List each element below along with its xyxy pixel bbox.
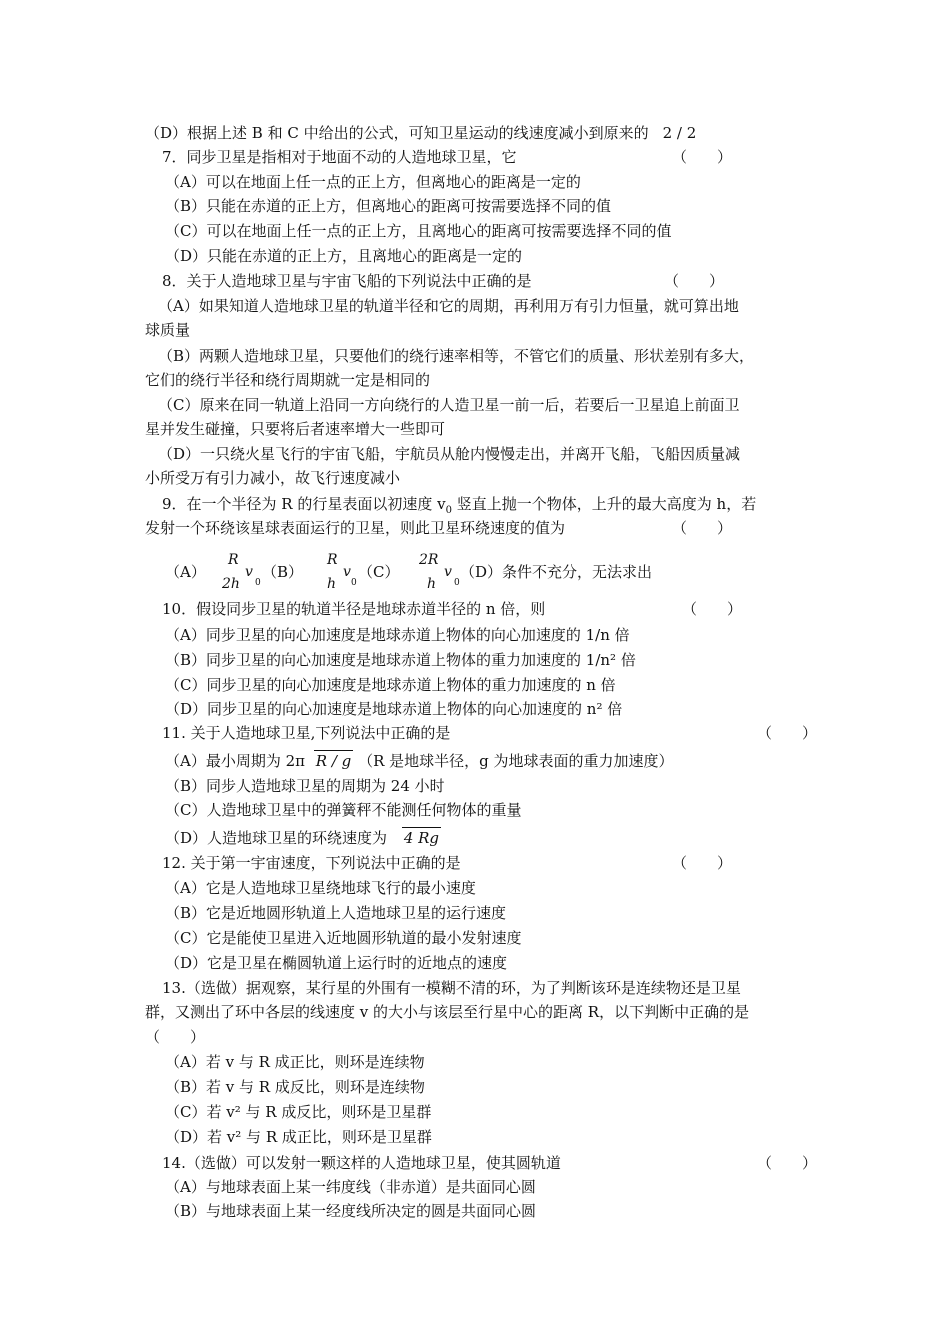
- q8-option-b-line1: （B）两颗人造地球卫星，只要他们的绕行速率相等，不管它们的质量、形状差别有多大，: [158, 347, 755, 365]
- q11-option-d: [165, 827, 441, 848]
- answer-bracket-12: （ ）: [672, 854, 733, 872]
- q13-option-b: （B）若 v 与 R 成反比，则环是连续物: [165, 1078, 425, 1096]
- q9-option-a-numerator: R: [228, 552, 239, 568]
- q7-option-a: （A）可以在地面上任一点的正上方，但离地心的距离是一定的: [165, 173, 581, 191]
- q9-option-c-denominator: h: [427, 576, 437, 592]
- question-7: 7．同步卫星是指相对于地面不动的人造地球卫星，它: [162, 148, 517, 166]
- q14-option-b: （B）与地球表面上某一经度线所决定的圆是共面同心圆: [165, 1202, 537, 1220]
- q7-option-d: （D）只能在赤道的正上方，且离地心的距离是一定的: [165, 247, 523, 265]
- q9-line1-part1: 9．在一个半径为 R 的行星表面以初速度 v: [162, 495, 446, 513]
- q11-option-a-sqrt: R / g: [315, 752, 352, 770]
- q11-option-a-part2: （R 是地球半径，g 为地球表面的重力加速度）: [358, 752, 674, 770]
- q9-option-b-numerator: R: [327, 552, 338, 568]
- question-9-line1: [162, 494, 756, 521]
- q11-option-c: （C）人造地球卫星中的弹簧秤不能测任何物体的重量: [165, 801, 522, 819]
- question-9-line2: 发射一个环绕该星球表面运行的卫星，则此卫星环绕速度的值为: [145, 519, 566, 537]
- answer-bracket-14: （ ）: [757, 1154, 818, 1172]
- answer-bracket-9: （ ）: [672, 519, 733, 537]
- q6-option-d-text: （D）根据上述 B 和 C 中给出的公式，可知卫星运动的线速度减小到原来的: [145, 124, 649, 142]
- q6-option-d-formula: 2 / 2: [662, 124, 697, 142]
- q9-option-b-label: （B）: [262, 563, 304, 581]
- q9-option-b-v0: 0: [351, 578, 357, 588]
- q12-option-d: （D）它是卫星在椭圆轨道上运行时的近地点的速度: [165, 954, 508, 972]
- q9-option-a-denominator: 2h: [222, 576, 240, 592]
- q9-option-c-numerator: 2R: [419, 552, 439, 568]
- q13-option-d: （D）若 v² 与 R 成正比，则环是卫星群: [165, 1128, 432, 1146]
- q9-option-b-denominator: h: [327, 576, 337, 592]
- q9-option-c-v: v: [444, 564, 452, 580]
- q8-option-c-line1: （C）原来在同一轨道上沿同一方向绕行的人造卫星一前一后，若要后一卫星追上前面卫: [158, 396, 740, 414]
- q10-option-d: （D）同步卫星的向心加速度是地球赤道上物体的向心加速度的 n² 倍: [165, 700, 623, 718]
- answer-bracket-13: （ ）: [145, 1028, 206, 1046]
- q9-option-b-v: v: [343, 564, 351, 580]
- q9-option-c-label: （C）: [358, 563, 400, 581]
- q8-option-b-line2: 它们的绕行半径和绕行周期就一定是相同的: [145, 371, 431, 389]
- q9-line1-part2: 竖直上抛一个物体，上升的最大高度为 h，若: [456, 495, 757, 513]
- q9-option-a-v0: 0: [255, 578, 261, 588]
- q10-option-a: （A）同步卫星的向心加速度是地球赤道上物体的向心加速度的 1/n 倍: [165, 626, 630, 644]
- q9-option-a-v: v: [245, 564, 253, 580]
- q7-option-c: （C）可以在地面上任一点的正上方，且离地心的距离可按需要选择不同的值: [165, 222, 672, 240]
- q8-option-d-line1: （D）一只绕火星飞行的宇宙飞船，宇航员从舱内慢慢走出，并离开飞船，飞船因质量减: [158, 445, 741, 463]
- q12-option-b: （B）它是近地圆形轨道上人造地球卫星的运行速度: [165, 904, 507, 922]
- q11-option-d-sqrt: 4 Rg: [403, 829, 440, 847]
- q10-option-c: （C）同步卫星的向心加速度是地球赤道上物体的重力加速度的 n 倍: [165, 676, 616, 694]
- q8-option-a-line1: （A）如果知道人造地球卫星的轨道半径和它的周期，再利用万有引力恒量，就可算出地: [158, 297, 739, 315]
- question-13-line1: 13.（选做）据观察，某行星的外围有一模糊不清的环，为了判断该环是连续物还是卫星: [162, 979, 741, 997]
- q14-option-a: （A）与地球表面上某一纬度线（非赤道）是共面同心圆: [165, 1178, 536, 1196]
- q9-option-a-label: （A）: [165, 563, 206, 581]
- q12-option-a: （A）它是人造地球卫星绕地球飞行的最小速度: [165, 879, 476, 897]
- q9-option-c-v0: 0: [454, 578, 460, 588]
- question-12: 12. 关于第一宇宙速度，下列说法中正确的是: [162, 854, 461, 872]
- q8-option-a-line2: 球质量: [145, 321, 191, 339]
- q11-option-d-part1: （D）人造地球卫星的环绕速度为: [165, 829, 388, 847]
- q11-option-a: [165, 750, 674, 771]
- q13-option-c: （C）若 v² 与 R 成反比，则环是卫星群: [165, 1103, 432, 1121]
- question-14: 14.（选做）可以发射一颗这样的人造地球卫星，使其圆轨道: [162, 1154, 561, 1172]
- question-11: 11. 关于人造地球卫星,下列说法中正确的是: [162, 724, 451, 742]
- question-8: 8．关于人造地球卫星与宇宙飞船的下列说法中正确的是: [162, 272, 532, 290]
- q7-option-b: （B）只能在赤道的正上方，但离地心的距离可按需要选择不同的值: [165, 197, 612, 215]
- q11-option-a-part1: （A）最小周期为 2π: [165, 752, 306, 770]
- question-13-line2: 群，又测出了环中各层的线速度 v 的大小与该层至行星中心的距离 R，以下判断中正确的是: [145, 1003, 750, 1021]
- q9-option-d: （D）条件不充分，无法求出: [460, 563, 653, 581]
- q8-option-d-line2: 小所受万有引力减小，故飞行速度减小: [145, 469, 401, 487]
- q8-option-c-line2: 星并发生碰撞，只要将后者速率增大一些即可: [145, 420, 446, 438]
- q11-option-b: （B）同步人造地球卫星的周期为 24 小时: [165, 777, 445, 795]
- q9-v0-subscript: 0: [445, 505, 452, 516]
- q10-option-b: （B）同步卫星的向心加速度是地球赤道上物体的重力加速度的 1/n² 倍: [165, 651, 636, 669]
- answer-bracket-11: （ ）: [757, 724, 818, 742]
- question-10: 10．假设同步卫星的轨道半径是地球赤道半径的 n 倍，则: [162, 600, 546, 618]
- answer-bracket-7: （ ）: [672, 148, 733, 166]
- q6-option-d: [145, 123, 696, 143]
- answer-bracket-8: （ ）: [664, 272, 725, 290]
- q12-option-c: （C）它是能使卫星进入近地圆形轨道的最小发射速度: [165, 929, 522, 947]
- q13-option-a: （A）若 v 与 R 成正比，则环是连续物: [165, 1053, 425, 1071]
- answer-bracket-10: （ ）: [682, 600, 743, 618]
